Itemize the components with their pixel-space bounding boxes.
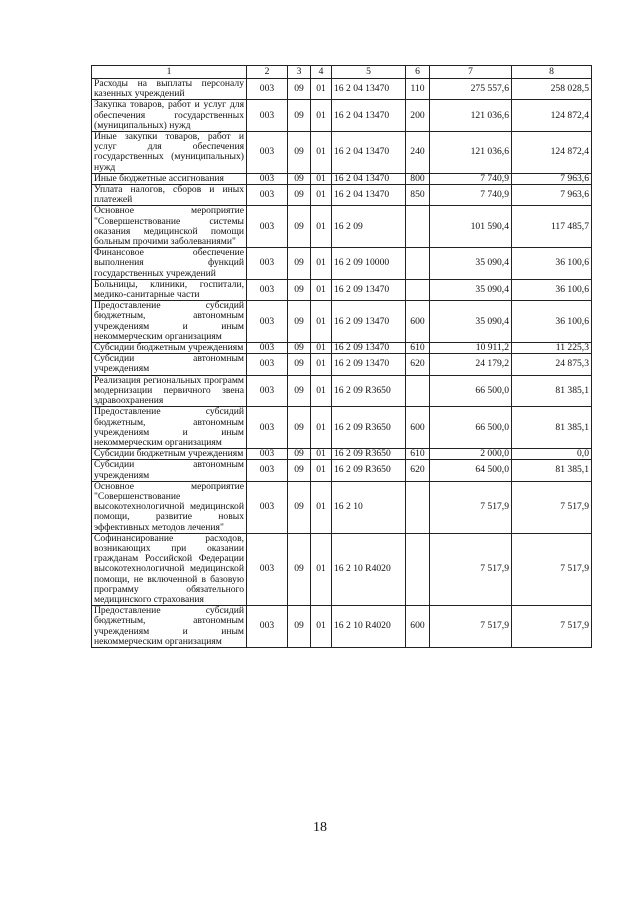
row-amount-year1-cell: 35 090,4 bbox=[430, 248, 512, 280]
row-name-cell: Предоставление субсидий бюджетным, автономным учреждениям и иным некоммерческим организациям bbox=[92, 407, 247, 449]
row-amount-year1-cell: 7 740,9 bbox=[430, 173, 512, 184]
row-name-cell: Основное мероприятие "Совершенствование системы оказания медицинской помощи больным прочими заболеваниями" bbox=[92, 206, 247, 248]
row-name-cell: Больницы, клиники, госпитали, медико-санитарные части bbox=[92, 279, 247, 300]
table-row bbox=[92, 173, 592, 184]
row-target-article-cell: 16 2 10 R4020 bbox=[332, 606, 406, 648]
row-section-code-cell: 09 bbox=[288, 301, 311, 343]
row-section-code-cell: 09 bbox=[288, 354, 311, 375]
row-ministry-code-cell: 003 bbox=[247, 185, 288, 206]
row-subsection-code-cell: 01 bbox=[311, 606, 332, 648]
row-amount-year2-cell: 117 485,7 bbox=[512, 206, 592, 248]
row-target-article-cell: 16 2 09 13470 bbox=[332, 279, 406, 300]
row-section-code-cell: 09 bbox=[288, 460, 311, 481]
row-name-cell: Субсидии бюджетным учреждениям bbox=[92, 343, 247, 354]
row-section-code-cell: 09 bbox=[288, 407, 311, 449]
row-ministry-code-cell: 003 bbox=[247, 173, 288, 184]
row-subsection-code-cell: 01 bbox=[311, 206, 332, 248]
row-amount-year1-cell: 2 000,0 bbox=[430, 449, 512, 460]
table-row bbox=[92, 481, 592, 533]
table-body bbox=[92, 79, 592, 648]
row-section-code-cell: 09 bbox=[288, 173, 311, 184]
row-section-code-cell: 09 bbox=[288, 481, 311, 533]
table-row bbox=[92, 248, 592, 280]
row-section-code-cell: 09 bbox=[288, 100, 311, 132]
row-name-cell: Предоставление субсидий бюджетным, автономным учреждениям и иным некоммерческим организациям bbox=[92, 301, 247, 343]
row-subsection-code-cell: 01 bbox=[311, 132, 332, 174]
row-amount-year1-cell: 66 500,0 bbox=[430, 375, 512, 407]
table-row bbox=[92, 279, 592, 300]
row-amount-year2-cell: 7 517,9 bbox=[512, 533, 592, 605]
row-amount-year2-cell: 124 872,4 bbox=[512, 132, 592, 174]
row-name-cell: Иные бюджетные ассигнования bbox=[92, 173, 247, 184]
row-ministry-code-cell: 003 bbox=[247, 343, 288, 354]
row-amount-year2-cell: 11 225,3 bbox=[512, 343, 592, 354]
table-row bbox=[92, 533, 592, 605]
row-target-article-cell: 16 2 09 13470 bbox=[332, 354, 406, 375]
row-ministry-code-cell: 003 bbox=[247, 100, 288, 132]
row-name-cell: Софинансирование расходов, возникающих при оказании гражданам Российской Федерации высокотехнологичной медицинской помощи, не включенной в базовую программу обязательного медицинского страхования bbox=[92, 533, 247, 605]
row-amount-year1-cell: 24 179,2 bbox=[430, 354, 512, 375]
header-cell: 2 bbox=[247, 66, 288, 79]
table-row bbox=[92, 449, 592, 460]
row-section-code-cell: 09 bbox=[288, 248, 311, 280]
row-amount-year1-cell: 7 517,9 bbox=[430, 606, 512, 648]
budget-table bbox=[91, 65, 592, 648]
row-amount-year1-cell: 35 090,4 bbox=[430, 301, 512, 343]
header-cell: 3 bbox=[288, 66, 311, 79]
row-ministry-code-cell: 003 bbox=[247, 132, 288, 174]
row-subsection-code-cell: 01 bbox=[311, 460, 332, 481]
row-subsection-code-cell: 01 bbox=[311, 279, 332, 300]
header-cell: 1 bbox=[92, 66, 247, 79]
row-name-cell: Субсидии автономным учреждениям bbox=[92, 354, 247, 375]
row-expense-type-cell bbox=[406, 206, 430, 248]
row-ministry-code-cell: 003 bbox=[247, 460, 288, 481]
row-subsection-code-cell: 01 bbox=[311, 343, 332, 354]
row-name-cell: Уплата налогов, сборов и иных платежей bbox=[92, 185, 247, 206]
row-expense-type-cell bbox=[406, 279, 430, 300]
row-section-code-cell: 09 bbox=[288, 132, 311, 174]
row-expense-type-cell bbox=[406, 533, 430, 605]
row-target-article-cell: 16 2 10 bbox=[332, 481, 406, 533]
row-subsection-code-cell: 01 bbox=[311, 248, 332, 280]
row-subsection-code-cell: 01 bbox=[311, 185, 332, 206]
row-subsection-code-cell: 01 bbox=[311, 100, 332, 132]
row-ministry-code-cell: 003 bbox=[247, 279, 288, 300]
row-name-cell: Предоставление субсидий бюджетным, автономным учреждениям и иным некоммерческим организациям bbox=[92, 606, 247, 648]
page-number: 18 bbox=[313, 820, 327, 835]
row-amount-year2-cell: 36 100,6 bbox=[512, 248, 592, 280]
row-target-article-cell: 16 2 04 13470 bbox=[332, 79, 406, 100]
row-target-article-cell: 16 2 09 13470 bbox=[332, 301, 406, 343]
row-expense-type-cell: 850 bbox=[406, 185, 430, 206]
row-ministry-code-cell: 003 bbox=[247, 79, 288, 100]
row-amount-year1-cell: 7 517,9 bbox=[430, 481, 512, 533]
row-target-article-cell: 16 2 04 13470 bbox=[332, 185, 406, 206]
table-row bbox=[92, 460, 592, 481]
row-section-code-cell: 09 bbox=[288, 185, 311, 206]
table-row bbox=[92, 301, 592, 343]
row-expense-type-cell: 620 bbox=[406, 354, 430, 375]
table-row bbox=[92, 79, 592, 100]
table-row bbox=[92, 354, 592, 375]
row-amount-year1-cell: 64 500,0 bbox=[430, 460, 512, 481]
row-amount-year2-cell: 81 385,1 bbox=[512, 375, 592, 407]
row-subsection-code-cell: 01 bbox=[311, 79, 332, 100]
header-cell: 5 bbox=[332, 66, 406, 79]
header-cell: 4 bbox=[311, 66, 332, 79]
row-expense-type-cell bbox=[406, 481, 430, 533]
row-amount-year2-cell: 7 963,6 bbox=[512, 173, 592, 184]
row-ministry-code-cell: 003 bbox=[247, 354, 288, 375]
row-name-cell: Финансовое обеспечение выполнения функций государственных учреждений bbox=[92, 248, 247, 280]
row-amount-year1-cell: 10 911,2 bbox=[430, 343, 512, 354]
row-expense-type-cell: 240 bbox=[406, 132, 430, 174]
table-row bbox=[92, 206, 592, 248]
row-name-cell: Реализация региональных программ модернизации первичного звена здравоохранения bbox=[92, 375, 247, 407]
row-target-article-cell: 16 2 04 13470 bbox=[332, 173, 406, 184]
row-amount-year1-cell: 101 590,4 bbox=[430, 206, 512, 248]
table-row bbox=[92, 343, 592, 354]
row-expense-type-cell bbox=[406, 248, 430, 280]
table-row bbox=[92, 132, 592, 174]
row-amount-year1-cell: 35 090,4 bbox=[430, 279, 512, 300]
row-amount-year1-cell: 275 557,6 bbox=[430, 79, 512, 100]
table-header-row bbox=[92, 66, 592, 79]
row-target-article-cell: 16 2 09 10000 bbox=[332, 248, 406, 280]
row-name-cell: Основное мероприятие "Совершенствование высокотехнологичной медицинской помощи, развитие новых эффективных методов лечения" bbox=[92, 481, 247, 533]
row-expense-type-cell: 800 bbox=[406, 173, 430, 184]
row-amount-year2-cell: 7 963,6 bbox=[512, 185, 592, 206]
row-target-article-cell: 16 2 04 13470 bbox=[332, 132, 406, 174]
table-row bbox=[92, 375, 592, 407]
row-section-code-cell: 09 bbox=[288, 279, 311, 300]
row-subsection-code-cell: 01 bbox=[311, 407, 332, 449]
row-amount-year1-cell: 7 517,9 bbox=[430, 533, 512, 605]
row-target-article-cell: 16 2 09 R3650 bbox=[332, 407, 406, 449]
table-row bbox=[92, 185, 592, 206]
row-expense-type-cell: 600 bbox=[406, 407, 430, 449]
row-amount-year2-cell: 7 517,9 bbox=[512, 481, 592, 533]
row-name-cell: Расходы на выплаты персоналу казенных учреждений bbox=[92, 79, 247, 100]
row-target-article-cell: 16 2 09 bbox=[332, 206, 406, 248]
row-name-cell: Субсидии автономным учреждениям bbox=[92, 460, 247, 481]
row-name-cell: Иные закупки товаров, работ и услуг для обеспечения государственных (муниципальных) нужд bbox=[92, 132, 247, 174]
row-amount-year2-cell: 7 517,9 bbox=[512, 606, 592, 648]
row-amount-year2-cell: 0,0 bbox=[512, 449, 592, 460]
row-expense-type-cell: 610 bbox=[406, 343, 430, 354]
row-ministry-code-cell: 003 bbox=[247, 481, 288, 533]
row-section-code-cell: 09 bbox=[288, 343, 311, 354]
row-section-code-cell: 09 bbox=[288, 375, 311, 407]
row-amount-year2-cell: 124 872,4 bbox=[512, 100, 592, 132]
row-expense-type-cell: 600 bbox=[406, 606, 430, 648]
row-amount-year2-cell: 24 875,3 bbox=[512, 354, 592, 375]
row-expense-type-cell: 200 bbox=[406, 100, 430, 132]
row-section-code-cell: 09 bbox=[288, 533, 311, 605]
row-amount-year1-cell: 121 036,6 bbox=[430, 132, 512, 174]
row-name-cell: Субсидии бюджетным учреждениям bbox=[92, 449, 247, 460]
row-section-code-cell: 09 bbox=[288, 606, 311, 648]
row-target-article-cell: 16 2 09 R3650 bbox=[332, 460, 406, 481]
row-ministry-code-cell: 003 bbox=[247, 407, 288, 449]
row-ministry-code-cell: 003 bbox=[247, 606, 288, 648]
row-target-article-cell: 16 2 04 13470 bbox=[332, 100, 406, 132]
row-amount-year1-cell: 7 740,9 bbox=[430, 185, 512, 206]
row-section-code-cell: 09 bbox=[288, 206, 311, 248]
header-cell: 7 bbox=[430, 66, 512, 79]
row-amount-year2-cell: 81 385,1 bbox=[512, 460, 592, 481]
row-target-article-cell: 16 2 09 R3650 bbox=[332, 449, 406, 460]
row-amount-year2-cell: 36 100,6 bbox=[512, 279, 592, 300]
row-subsection-code-cell: 01 bbox=[311, 375, 332, 407]
row-section-code-cell: 09 bbox=[288, 79, 311, 100]
row-name-cell: Закупка товаров, работ и услуг для обеспечения государственных (муниципальных) нужд bbox=[92, 100, 247, 132]
row-amount-year2-cell: 81 385,1 bbox=[512, 407, 592, 449]
row-subsection-code-cell: 01 bbox=[311, 533, 332, 605]
table-row bbox=[92, 606, 592, 648]
row-amount-year2-cell: 36 100,6 bbox=[512, 301, 592, 343]
row-target-article-cell: 16 2 10 R4020 bbox=[332, 533, 406, 605]
table-row bbox=[92, 100, 592, 132]
row-amount-year1-cell: 121 036,6 bbox=[430, 100, 512, 132]
row-ministry-code-cell: 003 bbox=[247, 301, 288, 343]
row-target-article-cell: 16 2 09 13470 bbox=[332, 343, 406, 354]
table-row bbox=[92, 407, 592, 449]
row-subsection-code-cell: 01 bbox=[311, 481, 332, 533]
row-expense-type-cell bbox=[406, 375, 430, 407]
row-subsection-code-cell: 01 bbox=[311, 449, 332, 460]
header-cell: 8 bbox=[512, 66, 592, 79]
row-expense-type-cell: 600 bbox=[406, 301, 430, 343]
row-section-code-cell: 09 bbox=[288, 449, 311, 460]
row-subsection-code-cell: 01 bbox=[311, 354, 332, 375]
row-expense-type-cell: 620 bbox=[406, 460, 430, 481]
row-ministry-code-cell: 003 bbox=[247, 533, 288, 605]
row-expense-type-cell: 610 bbox=[406, 449, 430, 460]
row-ministry-code-cell: 003 bbox=[247, 375, 288, 407]
row-subsection-code-cell: 01 bbox=[311, 173, 332, 184]
header-cell: 6 bbox=[406, 66, 430, 79]
row-subsection-code-cell: 01 bbox=[311, 301, 332, 343]
row-target-article-cell: 16 2 09 R3650 bbox=[332, 375, 406, 407]
row-amount-year1-cell: 66 500,0 bbox=[430, 407, 512, 449]
row-ministry-code-cell: 003 bbox=[247, 449, 288, 460]
row-expense-type-cell: 110 bbox=[406, 79, 430, 100]
row-ministry-code-cell: 003 bbox=[247, 248, 288, 280]
row-amount-year2-cell: 258 028,5 bbox=[512, 79, 592, 100]
row-ministry-code-cell: 003 bbox=[247, 206, 288, 248]
